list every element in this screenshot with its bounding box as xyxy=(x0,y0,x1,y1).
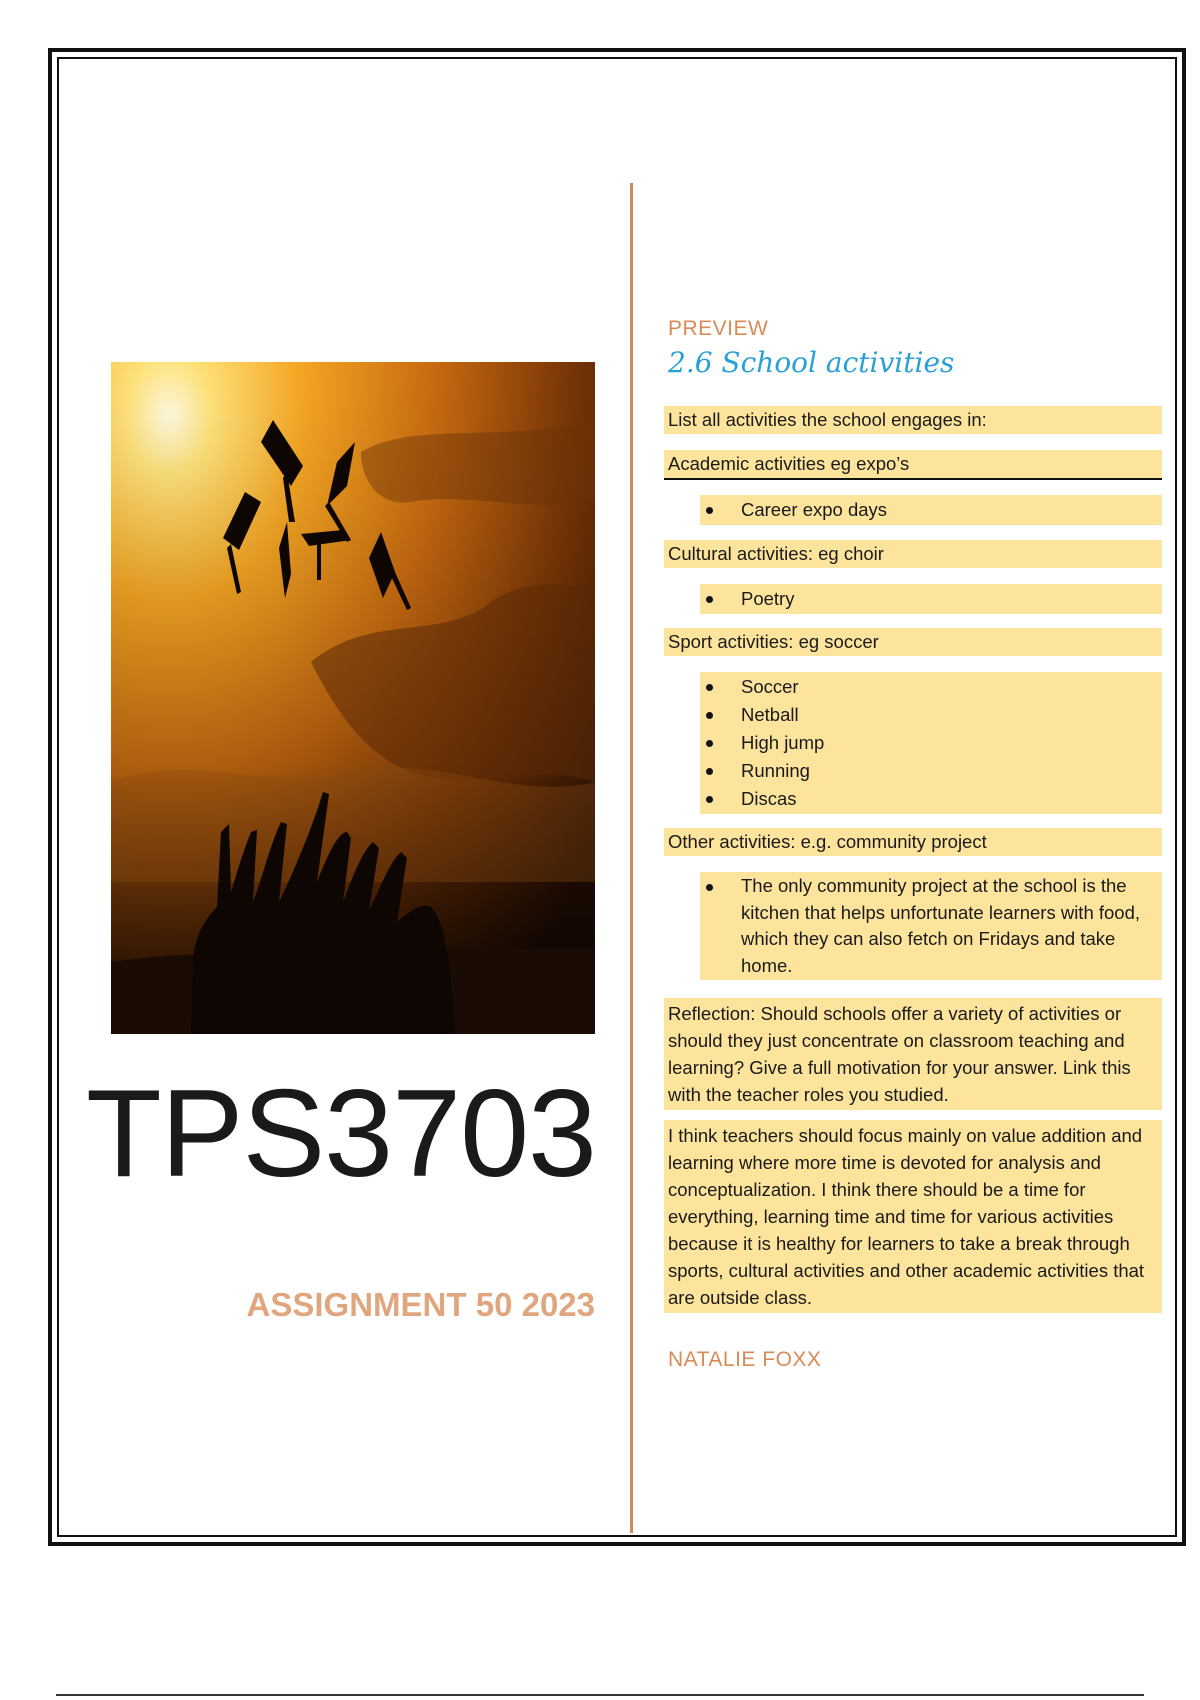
other-list xyxy=(700,872,1162,980)
list-item: Netball xyxy=(700,701,1158,729)
list-item: The only community project at the school is the kitchen that helps unfortunate learners with food, which they can also fetch on Fridays and take home. xyxy=(700,873,1158,979)
academic-list xyxy=(700,495,1162,525)
reflection-answer: I think teachers should focus mainly on value addition and learning where more time is devoted for analysis and conceptualization. I think there should be a time for everything, learning time and time for various activities because it is healthy for learners to take a break through sports, cultural activities and other academic activities that are outside class. xyxy=(664,1120,1162,1313)
list-item: Soccer xyxy=(700,673,1158,701)
section-title: 2.6 School activities xyxy=(668,346,955,379)
course-code: TPS3703 xyxy=(86,1065,597,1203)
graduation-caps-sunset-image xyxy=(111,362,595,1034)
list-item: Career expo days xyxy=(700,496,1158,524)
list-item: Running xyxy=(700,757,1158,785)
preview-label: PREVIEW xyxy=(668,317,769,340)
sport-list xyxy=(700,672,1162,814)
list-item: High jump xyxy=(700,729,1158,757)
assignment-label: ASSIGNMENT 50 2023 xyxy=(246,1286,595,1323)
bottom-rule xyxy=(56,1694,1144,1696)
reflection-question: Reflection: Should schools offer a variety of activities or should they just concentrate on classroom teaching and learning? Give a full motivation for your answer. Link this with the teacher roles you studied. xyxy=(664,998,1162,1110)
list-item: Poetry xyxy=(700,585,1158,613)
intro-text: List all activities the school engages in: xyxy=(664,406,1162,434)
author-name: NATALIE FOXX xyxy=(668,1348,822,1371)
list-item: Discas xyxy=(700,785,1158,813)
cultural-list xyxy=(700,584,1162,614)
vertical-divider xyxy=(630,183,633,1533)
other-heading: Other activities: e.g. community project xyxy=(664,828,1162,856)
sport-heading: Sport activities: eg soccer xyxy=(664,628,1162,656)
academic-heading: Academic activities eg expo’s xyxy=(664,450,1162,480)
cultural-heading: Cultural activities: eg choir xyxy=(664,540,1162,568)
